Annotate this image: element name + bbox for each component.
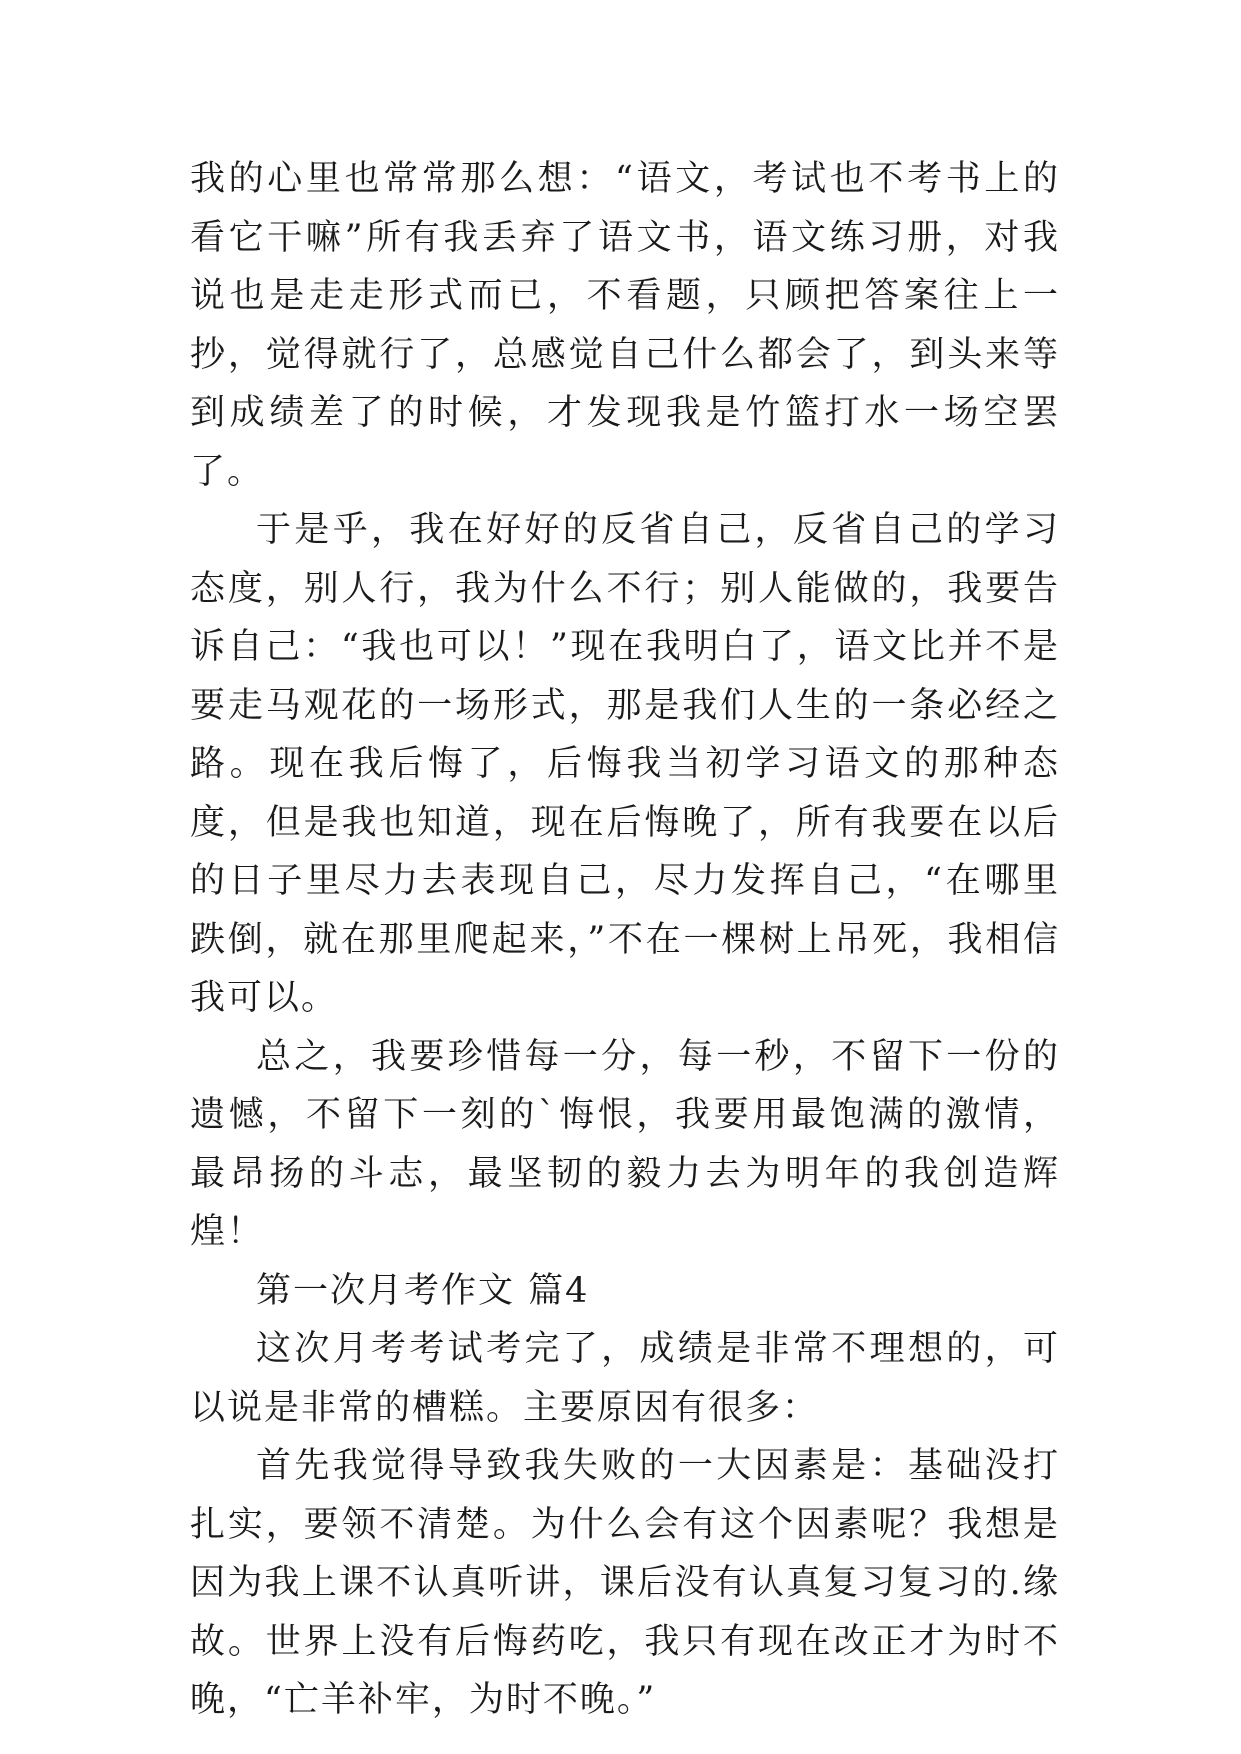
- paragraph-reflection: 于是乎，我在好好的反省自己，反省自己的学习态度，别人行，我为什么不行；别人能做的，我要告诉自己：“我也可以！”现在我明白了，语文比并不是要走马观花的一场形式，那是我们人生的一条必经之路。现在我后悔了，后悔我当初学习语文的那种态度，但是我也知道，现在后悔晚了，所有我要在以后的日子里尽力去表现自己，尽力发挥自己，“在哪里跌倒，就在那里爬起来，”不在一棵树上吊死，我相信我可以。: [190, 510, 1060, 1018]
- paragraph-conclusion: 总之，我要珍惜每一分，每一秒，不留下一份的遗憾，不留下一刻的`悔恨，我要用最饱满的激情，最昂扬的斗志，最坚韧的毅力去为明年的我创造辉煌！: [190, 1036, 1060, 1252]
- paragraph-intro: 这次月考考试考完了，成绩是非常不理想的，可以说是非常的槽糕。主要原因有很多：: [190, 1329, 1060, 1428]
- document-body: [190, 150, 1060, 1730]
- section-heading: 第一次月考作文 篇4: [256, 1270, 590, 1311]
- paragraph-reason: 首先我觉得导致我失败的一大因素是：基础没打扎实，要领不清楚。为什么会有这个因素呢？我想是因为我上课不认真听讲，课后没有认真复习复习的.缘故。世界上没有后悔药吃，我只有现在改正才为时不晚，“亡羊补牢，为时不晚。”: [190, 1446, 1060, 1720]
- paragraph-continuation: 我的心里也常常那么想：“语文，考试也不考书上的看它干嘛”所有我丢弃了语文书，语文练习册，对我说也是走走形式而已，不看题，只顾把答案往上一抄，觉得就行了，总感觉自己什么都会了，到头来等到成绩差了的时候，才发现我是竹篮打水一场空罢了。: [190, 159, 1060, 492]
